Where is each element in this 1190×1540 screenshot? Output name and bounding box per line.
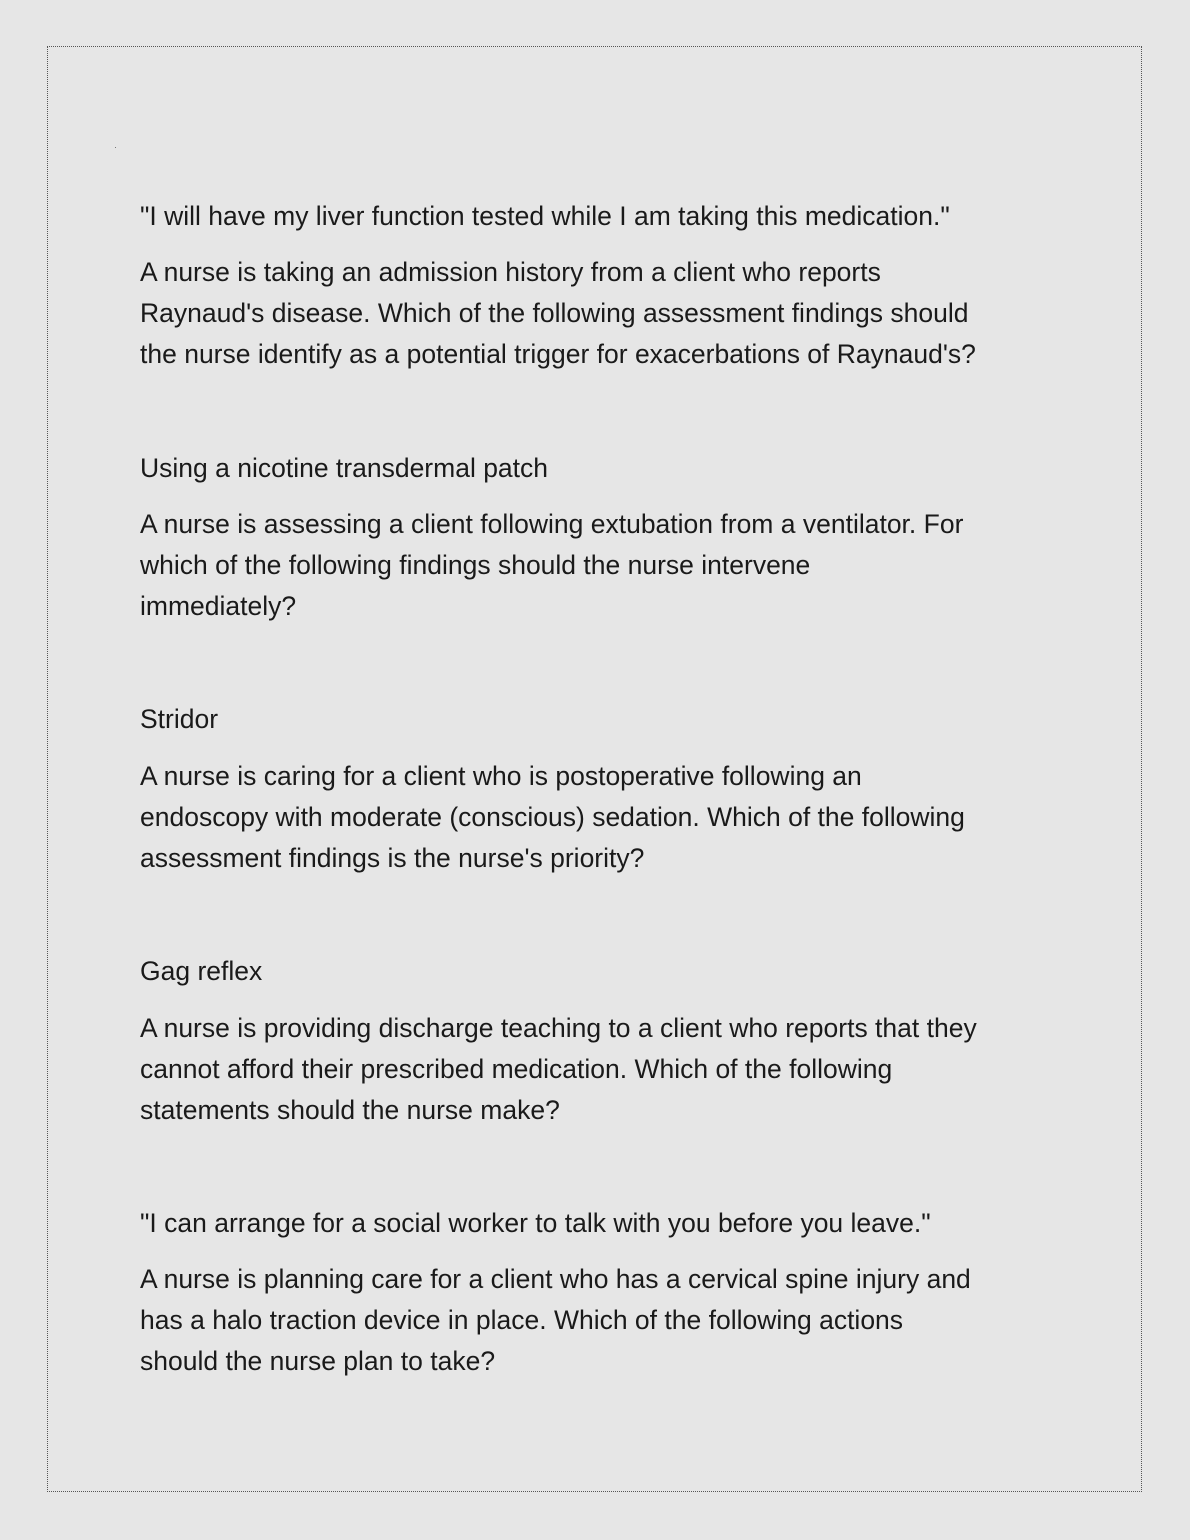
question-2-line-3: immediately?	[140, 591, 297, 621]
question-2	[140, 504, 1060, 627]
question-1-line-1: A nurse is taking an admission history from a client who reports	[140, 257, 881, 287]
answer-2-line-1: Using a nicotine transdermal patch	[140, 453, 549, 483]
answer-4	[140, 951, 1060, 992]
question-4-line-3: statements should the nurse make?	[140, 1095, 560, 1125]
answer-4-line-1: Gag reflex	[140, 956, 263, 986]
question-5-line-2: has a halo traction device in place. Which of the following actions	[140, 1305, 904, 1335]
question-2-line-2: which of the following findings should the nurse intervene	[140, 550, 811, 580]
answer-1-line-1: "I will have my liver function tested while I am taking this medication."	[140, 201, 950, 231]
question-1	[140, 252, 1060, 375]
question-1-line-3: the nurse identify as a potential trigger for exacerbations of Raynaud's?	[140, 339, 976, 369]
question-2-line-1: A nurse is assessing a client following extubation from a ventilator. For	[140, 509, 964, 539]
question-1-line-2: Raynaud's disease. Which of the following assessment findings should	[140, 298, 969, 328]
answer-3	[140, 699, 1060, 740]
question-4-line-1: A nurse is providing discharge teaching to a client who reports that they	[140, 1013, 977, 1043]
answer-5	[140, 1203, 1060, 1244]
answer-5-line-1: "I can arrange for a social worker to talk with you before you leave."	[140, 1208, 931, 1238]
question-5-line-3: should the nurse plan to take?	[140, 1346, 496, 1376]
question-3-line-2: endoscopy with moderate (conscious) sedation. Which of the following	[140, 802, 965, 832]
question-4-line-2: cannot afford their prescribed medication. Which of the following	[140, 1054, 893, 1084]
question-5-line-1: A nurse is planning care for a client who has a cervical spine injury and	[140, 1264, 971, 1294]
answer-2	[140, 448, 1060, 489]
answer-1	[140, 196, 1060, 237]
question-3-line-3: assessment findings is the nurse's priority?	[140, 843, 645, 873]
question-3-line-1: A nurse is caring for a client who is postoperative following an	[140, 761, 862, 791]
answer-3-line-1: Stridor	[140, 704, 219, 734]
stray-mark	[115, 147, 116, 148]
question-4	[140, 1008, 1060, 1131]
question-5	[140, 1259, 1060, 1382]
question-3	[140, 756, 1060, 879]
